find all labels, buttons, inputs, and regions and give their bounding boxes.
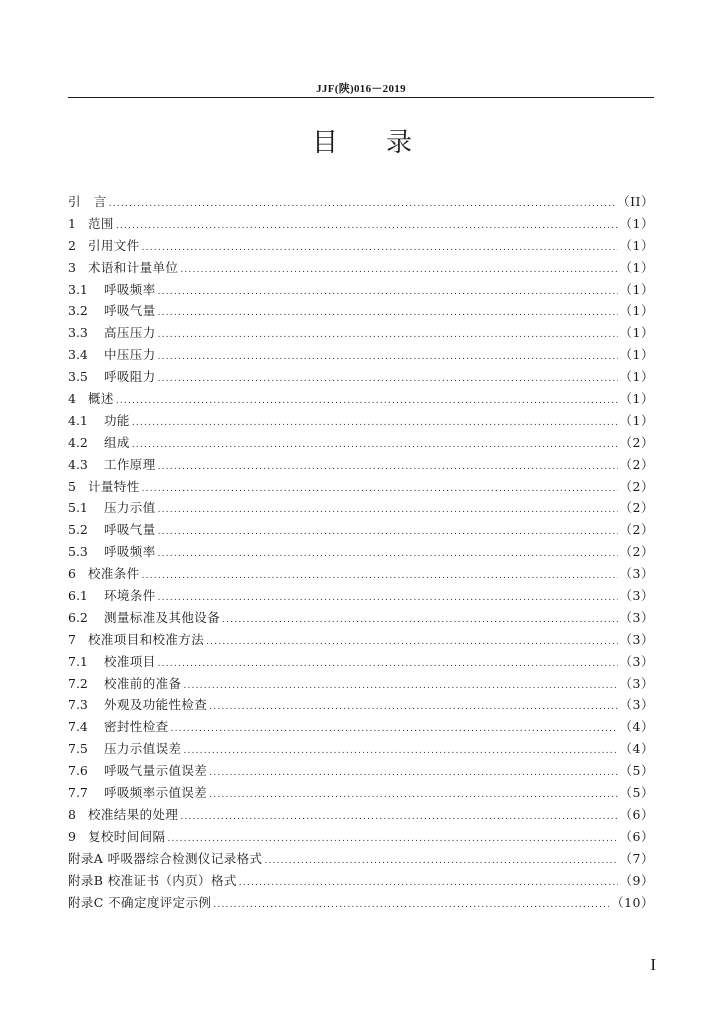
toc-dot-leader	[180, 265, 617, 275]
toc-entry-number: 7.3	[68, 697, 88, 713]
toc-entry[interactable]	[68, 849, 654, 871]
toc-entry-label: 呼吸频率示值误差	[104, 785, 208, 801]
toc-entry[interactable]	[68, 695, 654, 717]
toc-entry-page: （1）	[619, 259, 654, 275]
page-number: I	[650, 955, 656, 974]
toc-entry[interactable]	[68, 674, 654, 696]
toc-dot-leader	[116, 221, 618, 231]
toc-dot-leader	[222, 615, 617, 625]
toc-entry-page: （3）	[619, 653, 654, 669]
toc-dot-leader	[142, 571, 618, 581]
toc-entry-label: 术语和计量单位	[88, 259, 179, 275]
toc-entry-number: 3.4	[68, 347, 88, 363]
toc-entry-label: 压力示值	[104, 500, 156, 516]
toc-dot-leader	[158, 352, 618, 362]
toc-entry-number: 9	[68, 828, 76, 844]
toc-entry-page: （3）	[619, 609, 654, 625]
toc-entry-label: 测量标准及其他设备	[104, 609, 221, 625]
toc-entry-label: 引 言	[68, 194, 107, 209]
toc-entry-page: （2）	[619, 478, 654, 494]
toc-dot-leader	[158, 374, 618, 384]
toc-entry-number: 7.7	[68, 785, 88, 801]
toc-entry[interactable]	[68, 498, 654, 520]
toc-entry[interactable]	[68, 411, 654, 433]
toc-entry-label: 工作原理	[104, 456, 156, 472]
toc-dot-leader	[183, 746, 617, 756]
toc-entry-number: 4.2	[68, 434, 88, 450]
toc-entry-label: 附录A 呼吸器综合检测仪记录格式	[68, 850, 263, 866]
toc-dot-leader	[158, 462, 618, 472]
toc-entry-number: 7.2	[68, 675, 88, 691]
toc-entry[interactable]	[68, 783, 654, 805]
toc-entry-page: （3）	[619, 675, 654, 691]
toc-dot-leader	[158, 659, 618, 669]
toc-dot-leader	[209, 702, 617, 712]
toc-entry-number: 6	[68, 566, 76, 582]
toc-entry-number: 6.1	[68, 588, 88, 604]
toc-dot-leader	[158, 330, 618, 340]
toc-entry-page: （3）	[619, 631, 654, 647]
toc-entry-number: 3.2	[68, 303, 88, 319]
toc-dot-leader	[183, 681, 617, 691]
header-rule	[68, 97, 654, 98]
toc-entry-page: （1）	[619, 325, 654, 341]
toc-dot-leader	[109, 199, 615, 209]
toc-entry-page: （2）	[619, 522, 654, 538]
toc-entry-label: 复校时间间隔	[88, 828, 166, 844]
toc-entry-label: 压力示值误差	[104, 741, 182, 757]
toc-entry-page: （3）	[619, 566, 654, 582]
toc-entry-page: （2）	[619, 544, 654, 560]
toc-entry-label: 范围	[88, 215, 114, 231]
toc-dot-leader	[158, 549, 618, 559]
toc-dot-leader	[158, 527, 618, 537]
toc-entry-page: （6）	[619, 828, 654, 844]
toc-entry-label: 计量特性	[88, 478, 140, 494]
toc-entry-page: （4）	[619, 741, 654, 757]
toc-entry-page: （1）	[619, 215, 654, 231]
toc-entry[interactable]	[68, 739, 654, 761]
toc-entry[interactable]	[68, 652, 654, 674]
toc-entry-page: （5）	[619, 785, 654, 801]
toc-title: 目录	[311, 128, 460, 158]
toc-entry-label: 校准项目和校准方法	[88, 631, 205, 647]
toc-entry-page: （2）	[619, 456, 654, 472]
toc-dot-leader	[158, 593, 618, 603]
toc-entry-number: 3.5	[68, 369, 88, 385]
toc-entry[interactable]	[68, 827, 654, 849]
toc-entry-number: 5.2	[68, 522, 88, 538]
toc-dot-leader	[171, 724, 618, 734]
toc-entry-page: （10）	[611, 894, 654, 910]
toc-dot-leader	[239, 878, 618, 888]
toc-entry[interactable]	[68, 564, 654, 586]
toc-entry-number: 6.2	[68, 609, 88, 625]
toc-entry-number: 5.1	[68, 500, 88, 516]
toc-entry-label: 概述	[88, 391, 114, 407]
toc-entry-label: 呼吸频率	[104, 281, 156, 297]
toc-dot-leader	[158, 308, 618, 318]
toc-entry[interactable]	[68, 258, 654, 280]
toc-dot-leader	[206, 637, 617, 647]
toc-entry-label: 高压压力	[104, 325, 156, 341]
toc-entry-page: （1）	[619, 281, 654, 297]
toc-entry-label: 校准前的准备	[104, 675, 182, 691]
toc-dot-leader	[116, 396, 618, 406]
toc-entry-number: 5	[68, 478, 76, 494]
toc-entry-label: 附录C 不确定度评定示例	[68, 894, 212, 910]
toc-entry-number: 7.1	[68, 653, 88, 669]
toc-entry-number: 7.4	[68, 719, 88, 735]
toc-entry[interactable]	[68, 520, 654, 542]
toc-entry-number: 4.1	[68, 412, 88, 428]
toc-entry[interactable]	[68, 389, 654, 411]
toc-dot-leader	[213, 900, 609, 910]
toc-entry-number: 4.3	[68, 456, 88, 472]
toc-entry[interactable]	[68, 433, 654, 455]
toc-entry-label: 呼吸气量	[104, 303, 156, 319]
toc-dot-leader	[209, 768, 617, 778]
toc-entry-number: 3	[68, 259, 76, 275]
toc-entry-page: （7）	[619, 850, 654, 866]
toc-entry[interactable]	[68, 893, 654, 915]
toc-entry[interactable]	[68, 586, 654, 608]
toc-dot-leader	[158, 287, 618, 297]
toc-entry[interactable]	[68, 455, 654, 477]
toc-entry-page: （5）	[619, 763, 654, 779]
toc-dot-leader	[132, 418, 618, 428]
toc-entry[interactable]	[68, 871, 654, 893]
toc-entry-number: 8	[68, 806, 76, 822]
toc-entry-page: （3）	[619, 588, 654, 604]
toc-entry-number: 3.1	[68, 281, 88, 297]
toc-entry-page: （1）	[619, 303, 654, 319]
toc-entry[interactable]	[68, 192, 654, 214]
toc-entry-label: 环境条件	[104, 588, 156, 604]
toc-list	[68, 192, 654, 914]
toc-entry-label: 附录B 校准证书（内页）格式	[68, 872, 237, 888]
toc-entry-page: （1）	[619, 237, 654, 253]
toc-entry-number: 7.6	[68, 763, 88, 779]
toc-entry-page: （1）	[619, 412, 654, 428]
toc-entry[interactable]	[68, 301, 654, 323]
toc-entry-label: 引用文件	[88, 237, 140, 253]
toc-entry-number: 7	[68, 631, 76, 647]
toc-entry-label: 呼吸气量示值误差	[104, 763, 208, 779]
toc-entry-page: （3）	[619, 697, 654, 713]
toc-entry[interactable]	[68, 236, 654, 258]
toc-entry-label: 校准项目	[104, 653, 156, 669]
toc-entry-page: （2）	[619, 434, 654, 450]
document-code-header: JJF(陕)016－2019	[316, 83, 406, 95]
toc-entry-page: （2）	[619, 500, 654, 516]
toc-entry[interactable]	[68, 608, 654, 630]
toc-entry-label: 呼吸阻力	[104, 369, 156, 385]
toc-entry-label: 呼吸频率	[104, 544, 156, 560]
toc-dot-leader	[180, 812, 617, 822]
toc-entry-page: （4）	[619, 719, 654, 735]
toc-entry-number: 4	[68, 391, 76, 407]
toc-entry[interactable]	[68, 214, 654, 236]
toc-entry[interactable]	[68, 805, 654, 827]
toc-dot-leader	[142, 243, 618, 253]
toc-entry[interactable]	[68, 345, 654, 367]
toc-entry-label: 呼吸气量	[104, 522, 156, 538]
toc-entry-page: （1）	[619, 391, 654, 407]
toc-entry-number: 7.5	[68, 741, 88, 757]
toc-entry-number: 2	[68, 237, 76, 253]
toc-entry[interactable]	[68, 717, 654, 739]
toc-entry-label: 中压压力	[104, 347, 156, 363]
toc-entry-page: （6）	[619, 806, 654, 822]
toc-entry-label: 校准条件	[88, 566, 140, 582]
toc-entry[interactable]	[68, 477, 654, 499]
toc-entry[interactable]	[68, 367, 654, 389]
toc-entry[interactable]	[68, 542, 654, 564]
toc-entry-number: 1	[68, 215, 76, 231]
toc-entry[interactable]	[68, 323, 654, 345]
toc-entry-number: 3.3	[68, 325, 88, 341]
toc-entry-label: 密封性检查	[104, 719, 169, 735]
toc-entry-page: （1）	[619, 369, 654, 385]
toc-entry[interactable]	[68, 630, 654, 652]
toc-dot-leader	[167, 834, 617, 844]
toc-entry-label: 功能	[104, 412, 130, 428]
toc-entry-number: 5.3	[68, 544, 88, 560]
toc-entry-page: （II）	[617, 194, 654, 209]
toc-dot-leader	[158, 505, 618, 515]
toc-dot-leader	[132, 440, 618, 450]
toc-entry-label: 校准结果的处理	[88, 806, 179, 822]
toc-dot-leader	[142, 484, 618, 494]
toc-entry-label: 外观及功能性检查	[104, 697, 208, 713]
toc-entry-page: （9）	[619, 872, 654, 888]
toc-dot-leader	[209, 790, 617, 800]
toc-entry-label: 组成	[104, 434, 130, 450]
toc-dot-leader	[264, 856, 617, 866]
toc-entry[interactable]	[68, 280, 654, 302]
toc-entry-page: （1）	[619, 347, 654, 363]
toc-entry[interactable]	[68, 761, 654, 783]
